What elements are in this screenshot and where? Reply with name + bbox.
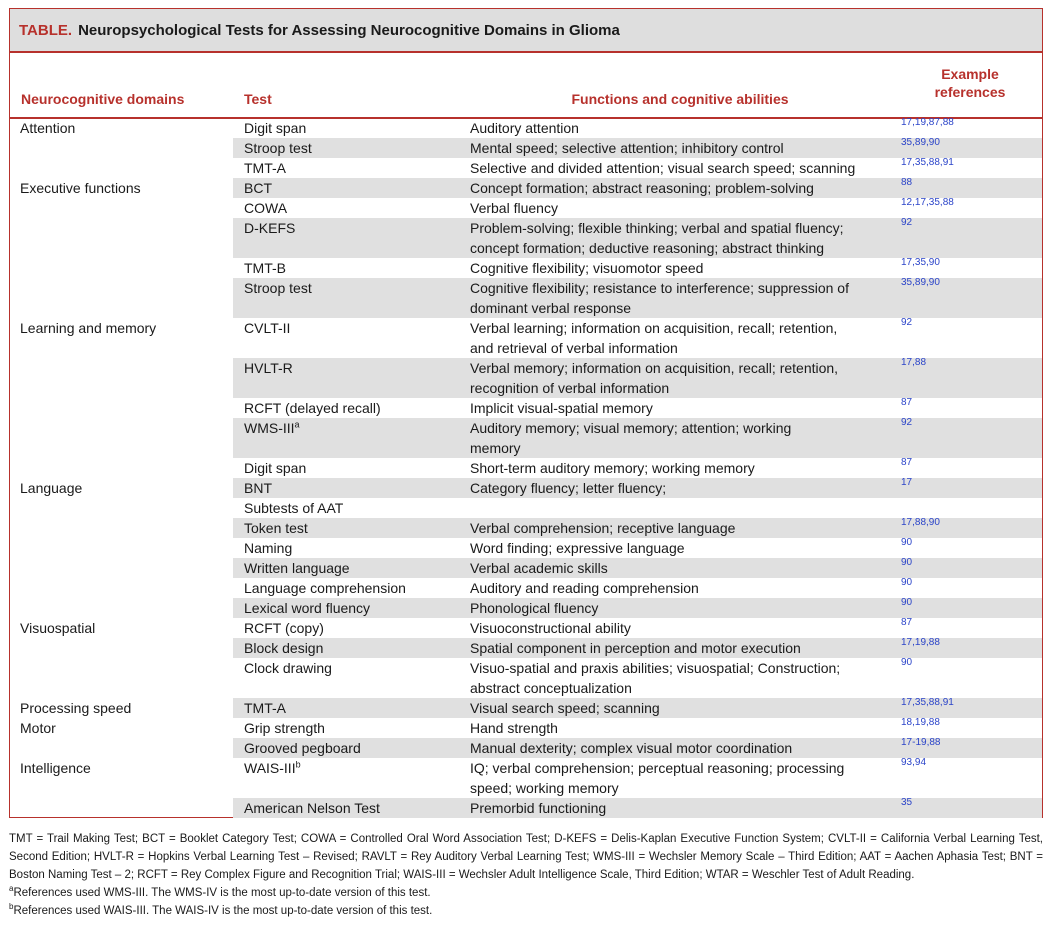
cell-functions-line: and retrieval of verbal information [470, 340, 678, 356]
cell-functions [470, 138, 890, 158]
cell-functions [470, 798, 890, 818]
cell-test [244, 718, 325, 738]
header-references-line1: Example [941, 66, 999, 82]
header-references [910, 65, 1030, 101]
cell-functions-line: Spatial component in perception and motor execution [470, 640, 801, 656]
footnote-b-mark: b [9, 902, 14, 912]
cell-references-link[interactable]: 17,35,90 [901, 257, 940, 268]
header-functions: Functions and cognitive abilities [571, 91, 789, 107]
cell-test [244, 178, 272, 198]
table-row [10, 258, 1042, 278]
cell-functions-line: Manual dexterity; complex visual motor coordination [470, 740, 793, 756]
cell-functions [470, 738, 890, 758]
cell-test [244, 278, 312, 298]
table-frame [9, 8, 1043, 818]
cell-functions [470, 578, 890, 598]
cell-references-link[interactable]: 35,89,90 [901, 277, 940, 288]
table-row [10, 618, 1042, 638]
cell-test [244, 518, 308, 538]
cell-test-name: BCT [244, 180, 272, 196]
cell-test [244, 738, 361, 758]
cell-functions-line: Implicit visual-spatial memory [470, 400, 653, 416]
cell-functions [470, 698, 890, 718]
cell-references-link[interactable]: 12,17,35,88 [901, 197, 954, 208]
cell-functions-line: Verbal comprehension; receptive language [470, 520, 736, 536]
cell-references-link[interactable]: 17,35,88,91 [901, 697, 954, 708]
cell-test [244, 158, 286, 178]
table-row [10, 178, 1042, 198]
cell-functions-line: Hand strength [470, 720, 558, 736]
cell-functions-line: Auditory memory; visual memory; attention; working [470, 420, 792, 436]
cell-test [244, 318, 290, 338]
cell-test [244, 138, 312, 158]
table-row [10, 698, 1042, 718]
cell-references-link[interactable]: 35,89,90 [901, 137, 940, 148]
table-row [10, 418, 1042, 458]
header-references-line2: references [934, 84, 1006, 100]
table-label: TABLE. [19, 21, 73, 39]
table-row [10, 558, 1042, 578]
cell-test-name: RCFT (copy) [244, 620, 324, 636]
cell-functions [470, 198, 890, 218]
table-row [10, 158, 1042, 178]
cell-functions [470, 458, 890, 478]
footnote-a-mark: a [9, 884, 14, 894]
cell-references-link[interactable]: 90 [901, 577, 913, 588]
cell-functions [470, 258, 890, 278]
cell-test-name: Block design [244, 640, 324, 656]
cell-functions-line: Mental speed; selective attention; inhibitory control [470, 140, 784, 156]
cell-test [244, 198, 287, 218]
table-row [10, 118, 1042, 138]
footnote-b [9, 902, 1043, 920]
cell-test [244, 458, 306, 478]
cell-references-link[interactable]: 92 [901, 417, 913, 428]
cell-references-link[interactable]: 88 [901, 177, 913, 188]
table-row [10, 758, 1042, 798]
cell-functions-line: Auditory and reading comprehension [470, 580, 699, 596]
table-row [10, 598, 1042, 618]
cell-functions [470, 718, 890, 738]
cell-test-name: Grooved pegboard [244, 740, 361, 756]
cell-functions [470, 538, 890, 558]
cell-references-link[interactable]: 90 [901, 597, 913, 608]
cell-functions-line: IQ; verbal comprehension; perceptual reasoning; processing [470, 760, 845, 776]
table-row [10, 218, 1042, 258]
table-row [10, 658, 1042, 698]
cell-functions [470, 638, 890, 658]
cell-domain: Motor [20, 720, 56, 736]
cell-functions-line: Visuoconstructional ability [470, 620, 631, 636]
cell-references-link[interactable]: 93,94 [901, 757, 927, 768]
cell-functions [470, 618, 890, 638]
table-row [10, 278, 1042, 318]
table-row [10, 798, 1042, 818]
cell-references-link[interactable]: 87 [901, 397, 913, 408]
cell-references-link[interactable]: 92 [901, 217, 913, 228]
cell-functions-line: Verbal academic skills [470, 560, 608, 576]
cell-test [244, 478, 272, 498]
cell-functions-line: abstract conceptualization [470, 680, 632, 696]
cell-test [244, 698, 286, 718]
cell-test [244, 498, 343, 518]
cell-test-name: Language comprehension [244, 580, 406, 596]
cell-functions-line: Visuo-spatial and praxis abilities; visuospatial; Construction; [470, 660, 841, 676]
cell-domain: Processing speed [20, 700, 132, 716]
cell-references-link[interactable]: 17-19,88 [901, 737, 941, 748]
cell-references-link[interactable]: 87 [901, 617, 913, 628]
table-row [10, 318, 1042, 358]
cell-functions [470, 598, 890, 618]
cell-test [244, 558, 350, 578]
cell-functions-line: Concept formation; abstract reasoning; problem-solving [470, 180, 814, 196]
cell-test [244, 538, 292, 558]
cell-references-link[interactable]: 17,19,88 [901, 637, 940, 648]
cell-functions [470, 418, 890, 458]
cell-references-link[interactable]: 90 [901, 657, 913, 668]
table-row [10, 638, 1042, 658]
cell-test [244, 258, 286, 278]
header-test: Test [244, 91, 272, 107]
table-row [10, 498, 1042, 518]
cell-test [244, 758, 301, 778]
cell-test-name: Digit span [244, 460, 307, 476]
cell-functions-line: Selective and divided attention; visual search speed; scanning [470, 160, 856, 176]
cell-functions [470, 278, 890, 318]
cell-domain: Language [20, 480, 83, 496]
cell-functions-line: Cognitive flexibility; visuomotor speed [470, 260, 704, 276]
cell-test-name: Token test [244, 520, 308, 536]
cell-test-name: Clock drawing [244, 660, 332, 676]
cell-functions-line: Visual search speed; scanning [470, 700, 660, 716]
cell-references-link[interactable]: 17,19,87,88 [901, 117, 954, 128]
header-domain: Neurocognitive domains [21, 91, 185, 107]
cell-functions [470, 158, 890, 178]
cell-functions [470, 358, 890, 398]
cell-functions-line: Short-term auditory memory; working memory [470, 460, 755, 476]
cell-functions-line: concept formation; deductive reasoning; abstract thinking [470, 240, 825, 256]
table-body [10, 118, 1042, 818]
cell-functions-line: memory [470, 440, 521, 456]
cell-test [244, 218, 295, 238]
cell-test [244, 658, 332, 678]
cell-functions [470, 658, 890, 698]
cell-test-name: TMT-A [244, 700, 286, 716]
cell-test-name: CVLT-II [244, 320, 291, 336]
cell-test [244, 798, 380, 818]
cell-functions-line: Premorbid functioning [470, 800, 607, 816]
cell-functions [470, 398, 890, 418]
cell-test [244, 398, 381, 418]
cell-references-link[interactable]: 17,35,88,91 [901, 157, 954, 168]
cell-functions-line: speed; working memory [470, 780, 619, 796]
cell-test-name: TMT-B [244, 260, 286, 276]
cell-functions [470, 758, 890, 798]
cell-domain: Executive functions [20, 180, 141, 196]
cell-test-name: Naming [244, 540, 293, 556]
cell-test-name: Stroop test [244, 280, 312, 296]
cell-test [244, 598, 370, 618]
table-row [10, 398, 1042, 418]
cell-references-link[interactable]: 17 [901, 477, 913, 488]
footnote-abbreviations: TMT = Trail Making Test; BCT = Booklet Category Test; COWA = Controlled Oral Word Association Test; D-KEFS = Delis-Kaplan Executive Function System; CVLT-II = California Verbal Learning Test, Second Edition; HVLT-R = Hopkins Verbal Learning Test – Revised; RAVLT = Rey Auditory Verbal Learning Test; WMS-III = Wechsler Memory Scale – Third Edition; AAT = Aachen Aphasia Test; BNT = Boston Naming Test – 2; RCFT = Rey Complex Figure and Recognition Trial; WAIS-III = Wechsler Adult Intelligence Scale, Third Edition; WTAR = Weschler Test of Adult Reading. [9, 833, 1043, 881]
table-row [10, 718, 1042, 738]
table-row [10, 198, 1042, 218]
cell-test-name: HVLT-R [244, 360, 293, 376]
cell-references-link[interactable]: 18,19,88 [901, 717, 940, 728]
cell-test-name: COWA [244, 200, 288, 216]
cell-functions-line: Category fluency; letter fluency; [470, 480, 667, 496]
cell-test-name: American Nelson Test [244, 800, 380, 816]
table-row [10, 478, 1042, 498]
table-row [10, 458, 1042, 478]
cell-test-name: D-KEFS [244, 220, 296, 236]
cell-functions-line: dominant verbal response [470, 300, 632, 316]
cell-test-name: WAIS-III [244, 760, 296, 776]
cell-functions-line: Auditory attention [470, 120, 579, 136]
cell-test [244, 118, 306, 138]
footnote-a [9, 884, 1043, 902]
cell-test-name: Grip strength [244, 720, 325, 736]
footnote-a-text: References used WMS-III. The WMS-IV is the most up-to-date version of this test. [13, 887, 431, 899]
cell-domain: Visuospatial [20, 620, 96, 636]
cell-functions [470, 558, 890, 578]
cell-functions [470, 478, 890, 498]
cell-test-name: TMT-A [244, 160, 286, 176]
cell-functions-line: Verbal memory; information on acquisition, recall; retention, [470, 360, 839, 376]
cell-test-name: Digit span [244, 120, 307, 136]
table-row [10, 738, 1042, 758]
cell-test [244, 638, 323, 658]
table-header [10, 61, 1042, 119]
table-row [10, 538, 1042, 558]
cell-references-link[interactable]: 90 [901, 537, 913, 548]
cell-test-name: RCFT (delayed recall) [244, 400, 381, 416]
cell-test [244, 578, 406, 598]
cell-functions-line: Word finding; expressive language [470, 540, 685, 556]
table-row [10, 138, 1042, 158]
cell-functions [470, 118, 890, 138]
cell-functions-line: Verbal fluency [470, 200, 558, 216]
table-footnotes [9, 830, 1043, 920]
cell-references-link[interactable]: 92 [901, 317, 913, 328]
cell-domain: Attention [20, 120, 76, 136]
cell-test-name: Lexical word fluency [244, 600, 371, 616]
cell-test-name: WMS-III [244, 420, 295, 436]
cell-test [244, 418, 300, 438]
cell-references-link[interactable]: 35 [901, 797, 913, 808]
footnote-b-text: References used WAIS-III. The WAIS-IV is the most up-to-date version of this test. [13, 905, 433, 917]
cell-references-link[interactable]: 17,88 [901, 357, 927, 368]
cell-test [244, 618, 324, 638]
cell-functions [470, 318, 890, 358]
cell-references-link[interactable]: 90 [901, 557, 913, 568]
table-row [10, 358, 1042, 398]
table-title [10, 9, 1042, 53]
cell-test [244, 358, 293, 378]
cell-domain: Intelligence [20, 760, 91, 776]
cell-functions-line: Problem-solving; flexible thinking; verbal and spatial fluency; [470, 220, 844, 236]
table-title-text: Neuropsychological Tests for Assessing Neurocognitive Domains in Glioma [78, 21, 620, 39]
cell-functions [470, 218, 890, 258]
cell-references-link[interactable]: 17,88,90 [901, 517, 940, 528]
cell-functions [470, 518, 890, 538]
cell-functions-line: Phonological fluency [470, 600, 599, 616]
cell-functions-line: recognition of verbal information [470, 380, 670, 396]
cell-test-name: Written language [244, 560, 350, 576]
cell-references-link[interactable]: 87 [901, 457, 913, 468]
cell-test-name: Subtests of AAT [244, 500, 344, 516]
cell-functions [470, 178, 890, 198]
cell-functions-line: Verbal learning; information on acquisition, recall; retention, [470, 320, 838, 336]
cell-domain: Learning and memory [20, 320, 157, 336]
table-row [10, 578, 1042, 598]
table-row [10, 518, 1042, 538]
cell-test-footnote-mark: b [295, 759, 301, 770]
cell-test-footnote-mark: a [294, 419, 300, 430]
cell-test-name: Stroop test [244, 140, 312, 156]
cell-test-name: BNT [244, 480, 272, 496]
cell-functions-line: Cognitive flexibility; resistance to interference; suppression of [470, 280, 849, 296]
